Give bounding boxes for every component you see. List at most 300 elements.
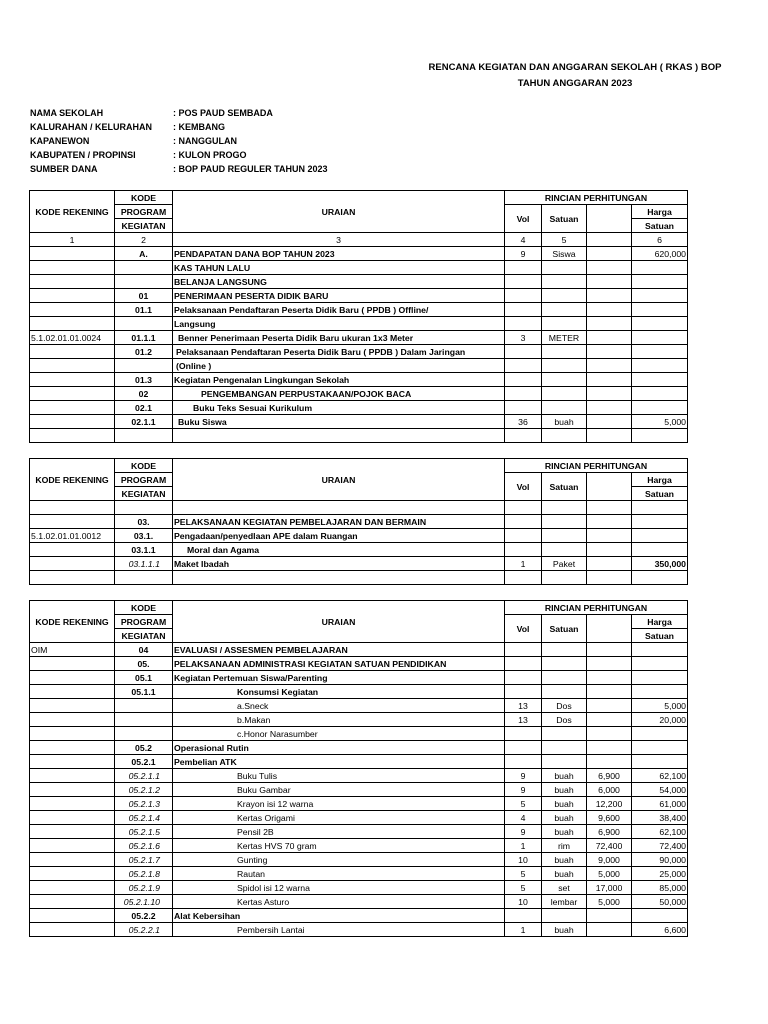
info-value: : BOP PAUD REGULER TAHUN 2023	[173, 164, 328, 174]
unit-price-cell	[587, 501, 632, 515]
document-subtitle: TAHUN ANGGARAN 2023	[517, 78, 633, 89]
harga-satuan-cell	[632, 501, 688, 515]
uraian-cell: BELANJA LANGSUNG	[173, 275, 505, 289]
harga-satuan-cell	[632, 317, 688, 331]
vol-cell: 5	[505, 797, 542, 811]
unit-price-cell	[587, 345, 632, 359]
harga-satuan-cell	[632, 275, 688, 289]
kode-rekening-cell	[30, 401, 115, 415]
satuan-cell: Dos	[542, 699, 587, 713]
table-row	[30, 303, 688, 317]
kode-rekening-cell	[30, 867, 115, 881]
satuan-cell	[542, 657, 587, 671]
unit-price-cell	[587, 685, 632, 699]
vol-cell	[505, 401, 542, 415]
kode-program-cell	[115, 261, 173, 275]
satuan-cell: buah	[542, 783, 587, 797]
table-row	[30, 797, 688, 811]
unit-price-cell: 6,900	[587, 769, 632, 783]
harga-satuan-cell	[632, 529, 688, 543]
unit-price-cell	[587, 713, 632, 727]
kode-rekening-cell: OIM	[30, 643, 115, 657]
kode-rekening-cell	[30, 713, 115, 727]
satuan-cell	[542, 387, 587, 401]
kode-program-cell: 01	[115, 289, 173, 303]
satuan-cell	[542, 515, 587, 529]
kode-program-cell	[115, 429, 173, 443]
kode-rekening-cell	[30, 839, 115, 853]
satuan-cell: set	[542, 881, 587, 895]
table-row	[30, 657, 688, 671]
info-value: : KULON PROGO	[173, 150, 247, 160]
kode-program-cell: 05.2	[115, 741, 173, 755]
satuan-cell	[542, 289, 587, 303]
uraian-cell: Pelaksanaan Pendaftaran Peserta Didik Baru ( PPDB ) Dalam Jaringan	[173, 345, 505, 359]
harga-satuan-cell	[632, 515, 688, 529]
uraian-cell: Kegiatan Pengenalan Lingkungan Sekolah	[173, 373, 505, 387]
table-row	[30, 699, 688, 713]
kode-program-cell: A.	[115, 247, 173, 261]
kode-program-cell: 05.2.1.9	[115, 881, 173, 895]
kode-rekening-cell	[30, 783, 115, 797]
unit-price-cell	[587, 317, 632, 331]
vol-cell: 13	[505, 713, 542, 727]
uraian-cell: b.Makan	[173, 713, 505, 727]
unit-price-cell: 9,600	[587, 811, 632, 825]
kode-program-cell: 04	[115, 643, 173, 657]
vol-cell: 1	[505, 839, 542, 853]
vol-cell: 10	[505, 895, 542, 909]
unit-price-cell	[587, 275, 632, 289]
kode-rekening-cell	[30, 571, 115, 585]
uraian-cell: Kegiatan Pertemuan Siswa/Parenting	[173, 671, 505, 685]
kode-rekening-cell	[30, 345, 115, 359]
unit-price-cell	[587, 923, 632, 937]
unit-price-cell	[587, 909, 632, 923]
harga-satuan-cell: 62,100	[632, 825, 688, 839]
table-row	[30, 359, 688, 373]
column-number: 6	[632, 233, 688, 247]
kode-program-cell: 01.2	[115, 345, 173, 359]
vol-cell	[505, 261, 542, 275]
harga-satuan-cell: 20,000	[632, 713, 688, 727]
satuan-cell: buah	[542, 867, 587, 881]
unit-price-cell	[587, 429, 632, 443]
column-number: 2	[115, 233, 173, 247]
unit-price-cell: 6,000	[587, 783, 632, 797]
uraian-cell: Kertas HVS 70 gram	[173, 839, 505, 853]
kode-program-cell: 05.2.1.8	[115, 867, 173, 881]
satuan-cell: buah	[542, 797, 587, 811]
satuan-cell	[542, 543, 587, 557]
uraian-cell: a.Sneck	[173, 699, 505, 713]
table-row	[30, 867, 688, 881]
vol-cell	[505, 317, 542, 331]
kode-rekening-cell	[30, 359, 115, 373]
kode-rekening-cell	[30, 387, 115, 401]
kode-rekening-cell	[30, 657, 115, 671]
table-row	[30, 289, 688, 303]
uraian-header: URAIAN	[173, 191, 505, 233]
unit-price-cell	[587, 331, 632, 345]
harga-satuan-cell: 5,000	[632, 415, 688, 429]
uraian-cell: Gunting	[173, 853, 505, 867]
harga-satuan-cell: 50,000	[632, 895, 688, 909]
kode-program-cell: 05.2.1.10	[115, 895, 173, 909]
kode-rekening-cell	[30, 557, 115, 571]
kode-program-cell: 05.2.1.2	[115, 783, 173, 797]
vol-cell: 3	[505, 331, 542, 345]
satuan-cell	[542, 909, 587, 923]
kode-program-cell: 05.2.1.6	[115, 839, 173, 853]
harga-satuan-cell: 350,000	[632, 557, 688, 571]
uraian-cell	[173, 429, 505, 443]
harga-satuan-cell: 620,000	[632, 247, 688, 261]
vol-cell: 4	[505, 811, 542, 825]
vol-cell	[505, 345, 542, 359]
unit-price-cell: 12,200	[587, 797, 632, 811]
kode-rekening-cell	[30, 909, 115, 923]
kode-program-cell	[115, 275, 173, 289]
unit-price-cell	[587, 671, 632, 685]
table-row	[30, 261, 688, 275]
kode-program-cell	[115, 501, 173, 515]
uraian-cell: Pensil 2B	[173, 825, 505, 839]
kode-header-line: KODE	[115, 601, 173, 615]
harga-satuan-cell	[632, 359, 688, 373]
kode-header-line: KODE	[115, 191, 173, 205]
satuan-cell: Dos	[542, 713, 587, 727]
kode-program-cell: 02.1	[115, 401, 173, 415]
info-row	[30, 120, 328, 134]
kode-program-cell: 01.1.1	[115, 331, 173, 345]
unit-price-cell	[587, 557, 632, 571]
kode-rekening-cell: 5.1.02.01.01.0012	[30, 529, 115, 543]
uraian-cell: Spidol isi 12 warna	[173, 881, 505, 895]
harga-satuan-cell: 62,100	[632, 769, 688, 783]
satuan-cell	[542, 727, 587, 741]
kode-rekening-cell	[30, 825, 115, 839]
kode-rekening-cell	[30, 671, 115, 685]
harga-satuan-cell: 90,000	[632, 853, 688, 867]
harga-satuan-cell: 61,000	[632, 797, 688, 811]
document-title: RENCANA KEGIATAN DAN ANGGARAN SEKOLAH ( RKAS ) BOP	[428, 62, 722, 73]
column-number: 1	[30, 233, 115, 247]
unit-price-cell	[587, 571, 632, 585]
header-row	[30, 459, 688, 473]
table-row	[30, 571, 688, 585]
satuan-cell: buah	[542, 415, 587, 429]
kode-program-cell: 05.2.1.4	[115, 811, 173, 825]
vol-header: Vol	[505, 205, 542, 233]
kode-rekening-cell	[30, 289, 115, 303]
vol-cell: 1	[505, 557, 542, 571]
table-row	[30, 811, 688, 825]
vol-cell: 9	[505, 825, 542, 839]
kode-header-line: PROGRAM	[115, 615, 173, 629]
vol-cell	[505, 685, 542, 699]
satuan-cell	[542, 359, 587, 373]
uraian-cell: c.Honor Narasumber	[173, 727, 505, 741]
uraian-cell	[173, 571, 505, 585]
kode-rekening-cell	[30, 699, 115, 713]
uraian-cell: Langsung	[173, 317, 505, 331]
kode-program-cell	[115, 727, 173, 741]
table-row	[30, 501, 688, 515]
table-row	[30, 373, 688, 387]
info-value: : KEMBANG	[173, 122, 225, 132]
unit-price-cell	[587, 543, 632, 557]
vol-cell: 9	[505, 247, 542, 261]
budget-table-2	[29, 458, 688, 585]
satuan-cell	[542, 671, 587, 685]
vol-cell	[505, 727, 542, 741]
unit-price-cell	[587, 387, 632, 401]
kode-program-cell: 01.3	[115, 373, 173, 387]
uraian-cell: KAS TAHUN LALU	[173, 261, 505, 275]
kode-rekening-cell: 5.1.02.01.01.0024	[30, 331, 115, 345]
kode-rekening-cell	[30, 727, 115, 741]
satuan-cell: buah	[542, 825, 587, 839]
harga-satuan-cell	[632, 755, 688, 769]
kode-header-line: KEGIATAN	[115, 487, 173, 501]
satuan-cell	[542, 529, 587, 543]
kode-rekening-cell	[30, 881, 115, 895]
rincian-header: RINCIAN PERHITUNGAN	[505, 191, 688, 205]
unit-price-cell: 72,400	[587, 839, 632, 853]
kode-program-cell: 02	[115, 387, 173, 401]
kode-program-cell: 05.2.1.5	[115, 825, 173, 839]
vol-cell	[505, 501, 542, 515]
unit-price-cell: 9,000	[587, 853, 632, 867]
satuan-cell: buah	[542, 853, 587, 867]
vol-cell	[505, 303, 542, 317]
harga-satuan-cell	[632, 387, 688, 401]
harga-satuan-cell	[632, 657, 688, 671]
unit-price-cell	[587, 247, 632, 261]
kode-rekening-cell	[30, 923, 115, 937]
uraian-cell: Moral dan Agama	[173, 543, 505, 557]
unit-price-cell	[587, 359, 632, 373]
table-row	[30, 557, 688, 571]
table-row	[30, 713, 688, 727]
uraian-header: URAIAN	[173, 459, 505, 501]
uraian-cell: Buku Teks Sesuai Kurikulum	[173, 401, 505, 415]
budget-table-1	[29, 190, 688, 443]
unit-price-cell	[587, 515, 632, 529]
unit-price-cell	[587, 415, 632, 429]
rincian-header: RINCIAN PERHITUNGAN	[505, 601, 688, 615]
uraian-cell: Buku Siswa	[173, 415, 505, 429]
table-row	[30, 923, 688, 937]
satuan-cell: lembar	[542, 895, 587, 909]
vol-cell: 36	[505, 415, 542, 429]
unit-price-cell	[587, 643, 632, 657]
kode-program-cell: 03.1.1	[115, 543, 173, 557]
satuan-cell	[542, 685, 587, 699]
vol-cell	[505, 909, 542, 923]
blank-header	[587, 473, 632, 501]
satuan-cell: buah	[542, 811, 587, 825]
rincian-header: RINCIAN PERHITUNGAN	[505, 459, 688, 473]
harga-satuan-cell	[632, 261, 688, 275]
kode-rekening-header: KODE REKENING	[30, 459, 115, 501]
table-row	[30, 727, 688, 741]
vol-cell	[505, 755, 542, 769]
kode-program-cell: 05.2.2.1	[115, 923, 173, 937]
kode-program-cell: 01.1	[115, 303, 173, 317]
table-row	[30, 247, 688, 261]
vol-cell	[505, 671, 542, 685]
harga-satuan-cell	[632, 345, 688, 359]
unit-price-cell: 5,000	[587, 867, 632, 881]
satuan-cell	[542, 261, 587, 275]
unit-price-cell	[587, 529, 632, 543]
satuan-cell	[542, 643, 587, 657]
kode-rekening-cell	[30, 275, 115, 289]
harga-satuan-cell: 5,000	[632, 699, 688, 713]
table-row	[30, 543, 688, 557]
kode-rekening-cell	[30, 755, 115, 769]
harga-satuan-cell	[632, 571, 688, 585]
uraian-cell: Buku Gambar	[173, 783, 505, 797]
harga-satuan-cell: 6,600	[632, 923, 688, 937]
harga-header: Harga	[632, 615, 688, 629]
vol-header: Vol	[505, 473, 542, 501]
vol-cell: 9	[505, 769, 542, 783]
uraian-cell: PENGEMBANGAN PERPUSTAKAAN/POJOK BACA	[173, 387, 505, 401]
satuan-cell	[542, 317, 587, 331]
vol-cell	[505, 289, 542, 303]
table-row	[30, 895, 688, 909]
info-value: : POS PAUD SEMBADA	[173, 108, 273, 118]
kode-program-cell	[115, 317, 173, 331]
uraian-cell: Pengadaan/penyedlaan APE dalam Ruangan	[173, 529, 505, 543]
table-row	[30, 881, 688, 895]
harga-satuan-cell: 38,400	[632, 811, 688, 825]
info-row	[30, 162, 328, 176]
kode-rekening-cell	[30, 415, 115, 429]
uraian-cell: Operasional Rutin	[173, 741, 505, 755]
uraian-cell: PELAKSANAAN KEGIATAN PEMBELAJARAN DAN BERMAIN	[173, 515, 505, 529]
table-row	[30, 909, 688, 923]
table-row	[30, 317, 688, 331]
satuan-cell: buah	[542, 923, 587, 937]
unit-price-cell	[587, 289, 632, 303]
unit-price-cell: 6,900	[587, 825, 632, 839]
satuan-header: Satuan	[542, 615, 587, 643]
info-label: KAPANEWON	[30, 136, 90, 146]
vol-cell	[505, 429, 542, 443]
harga-header: Satuan	[632, 219, 688, 233]
school-info	[30, 106, 328, 176]
info-label: SUMBER DANA	[30, 164, 98, 174]
harga-satuan-cell	[632, 909, 688, 923]
unit-price-cell	[587, 755, 632, 769]
harga-satuan-cell	[632, 303, 688, 317]
kode-rekening-cell	[30, 303, 115, 317]
uraian-cell: EVALUASI / ASSESMEN PEMBELAJARAN	[173, 643, 505, 657]
satuan-cell: METER	[542, 331, 587, 345]
kode-rekening-cell	[30, 429, 115, 443]
vol-header: Vol	[505, 615, 542, 643]
kode-rekening-cell	[30, 853, 115, 867]
kode-rekening-cell	[30, 515, 115, 529]
harga-satuan-cell: 85,000	[632, 881, 688, 895]
vol-cell	[505, 741, 542, 755]
harga-satuan-cell	[632, 331, 688, 345]
vol-cell	[505, 643, 542, 657]
satuan-cell: Paket	[542, 557, 587, 571]
table-row	[30, 671, 688, 685]
kode-rekening-cell	[30, 317, 115, 331]
kode-rekening-cell	[30, 769, 115, 783]
kode-program-cell: 02.1.1	[115, 415, 173, 429]
uraian-cell: Benner Penerimaan Peserta Didik Baru ukuran 1x3 Meter	[173, 331, 505, 345]
satuan-header: Satuan	[542, 473, 587, 501]
info-row	[30, 134, 328, 148]
uraian-cell: Pembelian ATK	[173, 755, 505, 769]
unit-price-cell	[587, 657, 632, 671]
harga-satuan-cell	[632, 289, 688, 303]
unit-price-cell: 17,000	[587, 881, 632, 895]
uraian-cell: Pelaksanaan Pendaftaran Peserta Didik Baru ( PPDB ) Offline/	[173, 303, 505, 317]
uraian-cell: Kertas Asturo	[173, 895, 505, 909]
harga-header: Harga	[632, 205, 688, 219]
info-row	[30, 106, 328, 120]
harga-header: Satuan	[632, 629, 688, 643]
unit-price-cell	[587, 261, 632, 275]
vol-cell	[505, 359, 542, 373]
vol-cell: 5	[505, 867, 542, 881]
kode-rekening-cell	[30, 685, 115, 699]
info-row	[30, 148, 328, 162]
satuan-cell	[542, 755, 587, 769]
satuan-cell	[542, 373, 587, 387]
kode-rekening-cell	[30, 543, 115, 557]
table-row	[30, 415, 688, 429]
uraian-cell	[173, 501, 505, 515]
kode-rekening-header: KODE REKENING	[30, 191, 115, 233]
column-number	[587, 233, 632, 247]
vol-cell: 5	[505, 881, 542, 895]
satuan-cell	[542, 429, 587, 443]
kode-rekening-cell	[30, 797, 115, 811]
satuan-cell	[542, 275, 587, 289]
satuan-header: Satuan	[542, 205, 587, 233]
kode-program-cell	[115, 359, 173, 373]
harga-satuan-cell	[632, 373, 688, 387]
uraian-cell: Rautan	[173, 867, 505, 881]
unit-price-cell	[587, 699, 632, 713]
kode-rekening-header: KODE REKENING	[30, 601, 115, 643]
column-number: 3	[173, 233, 505, 247]
table-row	[30, 755, 688, 769]
harga-satuan-cell: 54,000	[632, 783, 688, 797]
kode-rekening-cell	[30, 741, 115, 755]
harga-satuan-cell	[632, 401, 688, 415]
kode-program-cell	[115, 571, 173, 585]
vol-cell: 13	[505, 699, 542, 713]
kode-rekening-cell	[30, 373, 115, 387]
uraian-cell: Buku Tulis	[173, 769, 505, 783]
header-row	[30, 191, 688, 205]
table-row	[30, 853, 688, 867]
kode-program-cell: 05.1.1	[115, 685, 173, 699]
kode-rekening-cell	[30, 261, 115, 275]
satuan-cell	[542, 303, 587, 317]
unit-price-cell	[587, 401, 632, 415]
